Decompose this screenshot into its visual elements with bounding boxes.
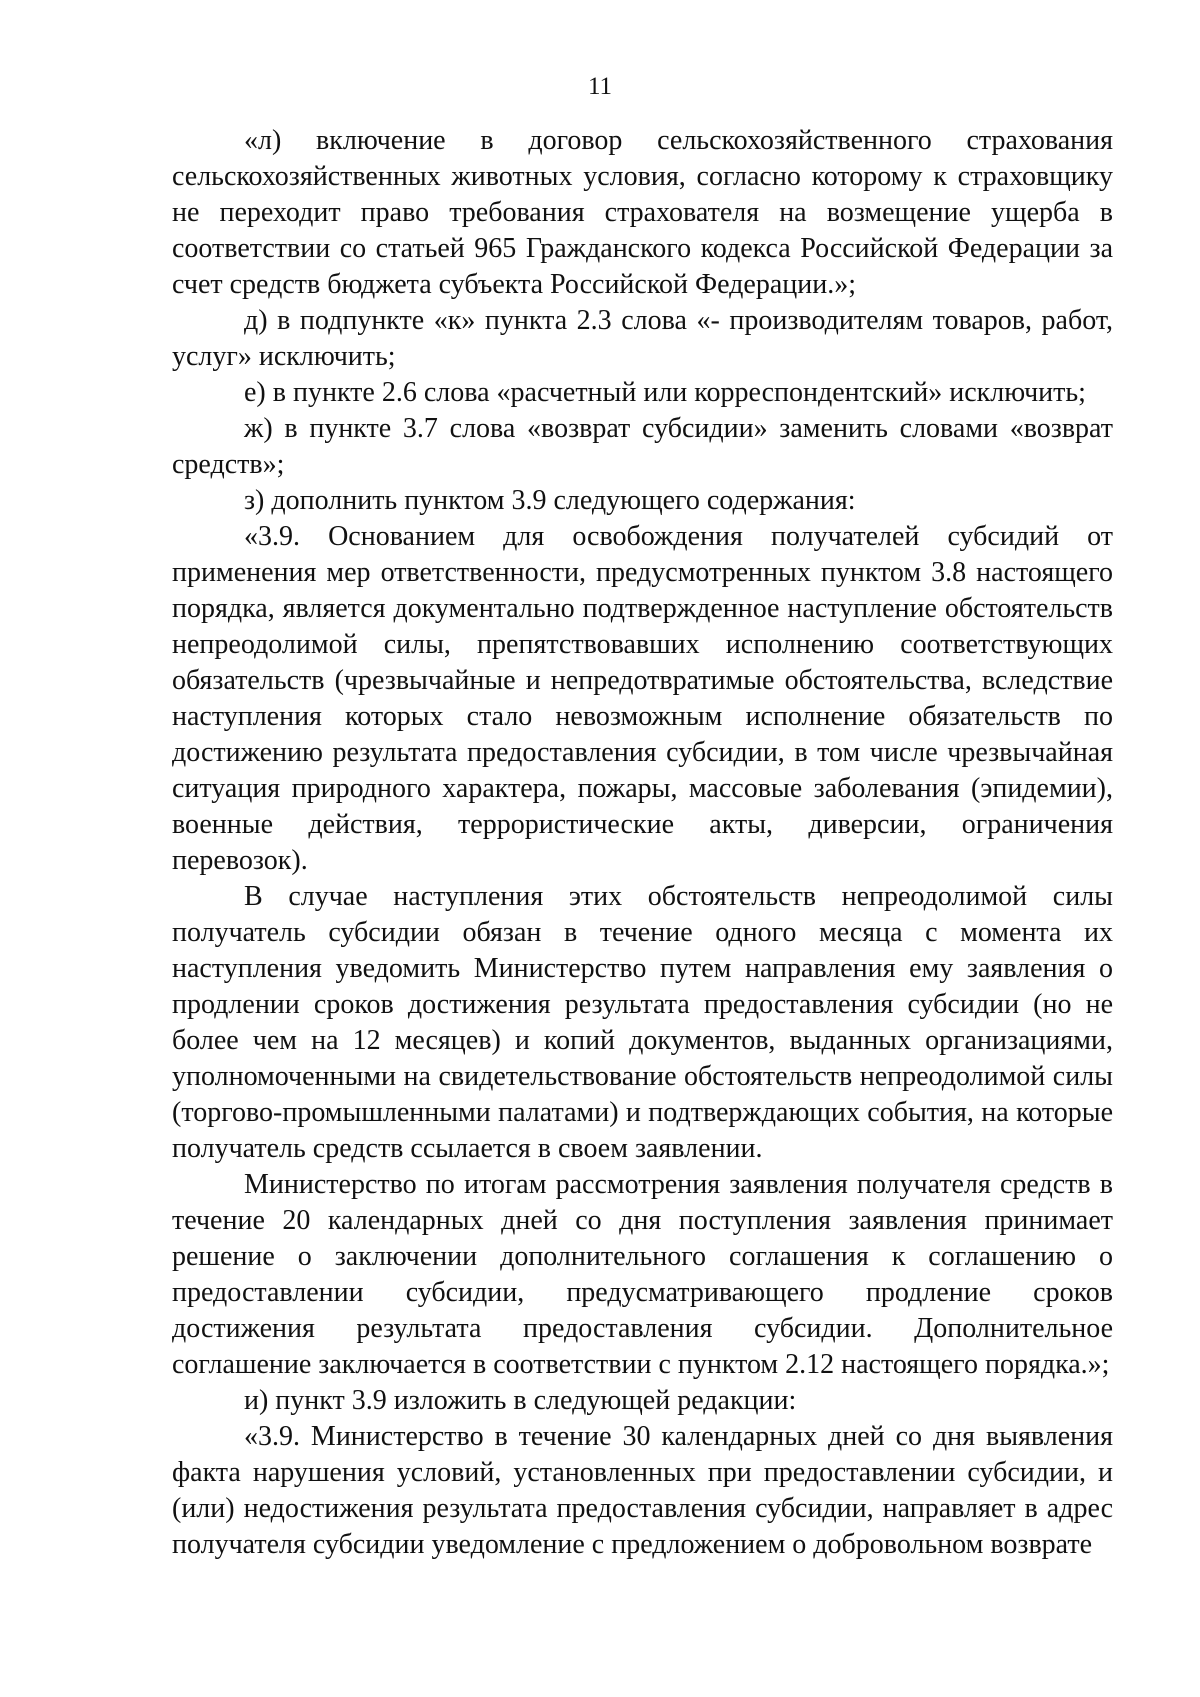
paragraph-z-amendment: з) дополнить пунктом 3.9 следующего содержания: xyxy=(244,485,856,516)
paragraph-d-amendment: д) в подпункте «к» пункта 2.3 слова «- производителям товаров, работ, услуг» исключить; xyxy=(172,305,1113,372)
paragraph-3-9-new-edition: «3.9. Министерство в течение 30 календарных дней со дня выявления факта нарушения условий, установленных при предоставлении субсидии, и (или) недостижения результата предоставления субсидии, направляет в адрес получателя субсидии уведомление с предложением о добровольном возврате xyxy=(172,1421,1113,1560)
paragraph-force-majeure-notice: В случае наступления этих обстоятельств непреодолимой силы получатель субсидии обязан в течение одного месяца с момента их наступления уведомить Министерство путем направления ему заявления о продлении сроков достижения результата предоставления субсидии (но не более чем на 12 месяцев) и копий документов, выданных организациями, уполномоченными на свидетельствование обстоятельств непреодолимой силы (торгово-промышленными палатами) и подтверждающих события, на которые получатель средств ссылается в своем заявлении. xyxy=(172,881,1113,1164)
paragraph-e-amendment: е) в пункте 2.6 слова «расчетный или корреспондентский» исключить; xyxy=(244,377,1086,408)
document-body xyxy=(172,123,1113,1563)
paragraph-3-9-force-majeure: «3.9. Основанием для освобождения получателей субсидий от применения мер ответственности, предусмотренных пунктом 3.8 настоящего порядка, является документально подтвержденное наступление обстоятельств непреодолимой силы, препятствовавших исполнению соответствующих обязательств (чрезвычайные и непредотвратимые обстоятельства, вследствие наступления которых стало невозможным исполнение обязательств по достижению результата предоставления субсидии, в том числе чрезвычайная ситуация природного характера, пожары, массовые заболевания (эпидемии), военные действия, террористические акты, диверсии, ограничения перевозок). xyxy=(172,521,1113,876)
paragraph-ministry-decision: Министерство по итогам рассмотрения заявления получателя средств в течение 20 календарных дней со дня поступления заявления принимает решение о заключении дополнительного соглашения к соглашению о предоставлении субсидии, предусматривающего продление сроков достижения результата предоставления субсидии. Дополнительное соглашение заключается в соответствии с пунктом 2.12 настоящего порядка.»; xyxy=(172,1169,1113,1380)
paragraph-i-amendment: и) пункт 3.9 изложить в следующей редакции: xyxy=(244,1385,797,1416)
page-number: 11 xyxy=(587,73,613,100)
paragraph-l-insurance-condition: «л) включение в договор сельскохозяйственного страхования сельскохозяйственных животных условия, согласно которому к страховщику не переходит право требования страхователя на возмещение ущерба в соответствии со статьей 965 Гражданского кодекса Российской Федерации за счет средств бюджета субъекта Российской Федерации.»; xyxy=(172,125,1113,300)
paragraph-zh-amendment: ж) в пункте 3.7 слова «возврат субсидии» заменить словами «возврат средств»; xyxy=(172,413,1113,480)
